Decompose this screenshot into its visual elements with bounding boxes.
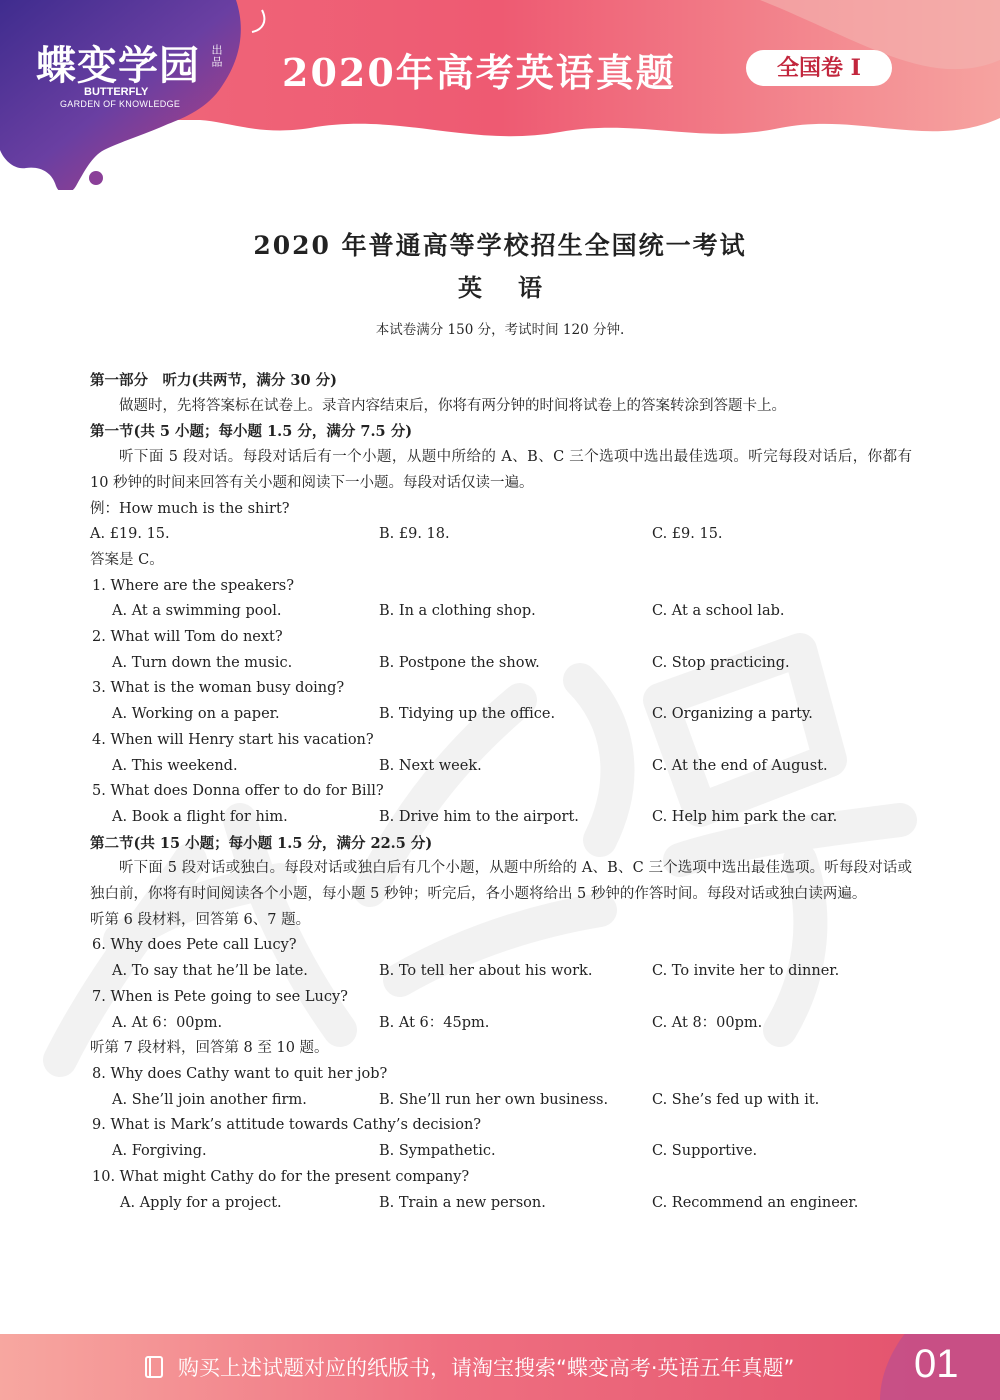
option-c: C. £9. 15. (652, 526, 723, 543)
option-b: B. To tell her about his work. (379, 963, 593, 980)
option-a: A. To say that he’ll be late. (112, 963, 308, 980)
question-9: 9. What is Mark’s attitude towards Cathy’s decision? (92, 1117, 482, 1134)
option-a: A. This weekend. (112, 757, 238, 774)
footer-promo: 购买上述试题对应的纸版书，请淘宝搜索“蝶变高考·英语五年真题” (178, 1356, 795, 1380)
logo-english-line2: GARDEN OF KNOWLEDGE (60, 99, 181, 109)
question-10: 10. What might Cathy do for the present company? (92, 1168, 470, 1185)
option-b: B. £9. 18. (379, 526, 450, 543)
option-b: B. Next week. (379, 757, 482, 774)
option-a: A. At 6：00pm. (112, 1014, 223, 1031)
question-4: 4. When will Henry start his vacation? (92, 731, 374, 748)
option-c: C. Recommend an engineer. (652, 1194, 859, 1211)
section2-heading: 第二节(共 15 小题；每小题 1.5 分，满分 22.5 分) (90, 834, 433, 852)
option-a: A. At a swimming pool. (112, 603, 282, 620)
exam-subject: 英语 (458, 273, 578, 302)
group-6-heading: 听第 6 段材料，回答第 6、7 题。 (90, 911, 311, 928)
question-8-options (90, 1088, 912, 1114)
question-6-options (90, 959, 912, 985)
example-options (90, 522, 912, 548)
book-icon (144, 1355, 166, 1379)
example-answer: 答案是 C。 (90, 551, 164, 568)
question-3: 3. What is the woman busy doing? (92, 680, 345, 697)
question-2-options (90, 651, 912, 677)
question-1-options (90, 599, 912, 625)
option-a: A. Working on a paper. (112, 706, 280, 723)
logo-chupin: 出品 (210, 44, 223, 68)
option-b: B. She’ll run her own business. (379, 1091, 609, 1108)
option-c: C. At a school lab. (652, 603, 785, 620)
question-9-options (90, 1139, 912, 1165)
section1-instructions: 听下面 5 段对话。每段对话后有一个小题，从题中所给的 A、B、C 三个选项中选出最佳选项。听完每段对话后，你都有 10 秒钟的时间来回答有关小题和阅读下一小题。每段对话仅读一遍。 (90, 449, 912, 491)
section2-instructions: 听下面 5 段对话或独白。每段对话或独白后有几个小题，从题中所给的 A、B、C 三个选项中选出最佳选项。听每段对话或独白前，你将有时间阅读各个小题，每小题 5 秒钟；听完后，各小题将给出 5 秒钟的作答时间。每段对话或独白读两遍。 (90, 860, 912, 903)
example-question: 例：How much is the shirt? (90, 500, 290, 517)
question-7-options (90, 1011, 912, 1037)
option-b: B. At 6：45pm. (379, 1014, 490, 1031)
part1-instructions: 做题时，先将答案标在试卷上。录音内容结束后，你将有两分钟的时间将试卷上的答案转涂到答题卡上。 (119, 397, 786, 414)
option-a: A. £19. 15. (90, 526, 170, 543)
exam-content (90, 368, 912, 1216)
question-7: 7. When is Pete going to see Lucy? (92, 988, 348, 1005)
question-6: 6. Why does Pete call Lucy? (92, 937, 297, 954)
question-4-options (90, 754, 912, 780)
option-b: B. Sympathetic. (379, 1143, 496, 1160)
option-b: B. Postpone the show. (379, 654, 540, 671)
page-number: 01 (914, 1342, 959, 1386)
logo-english-line1: BUTTERFLY (84, 86, 149, 98)
option-a: A. Turn down the music. (112, 654, 293, 671)
question-5-options (90, 805, 912, 831)
group-7-heading: 听第 7 段材料，回答第 8 至 10 题。 (90, 1040, 329, 1057)
banner-title: 2020年高考英语真题 (282, 50, 676, 95)
option-b: B. Train a new person. (379, 1194, 546, 1211)
option-a: A. She’ll join another firm. (112, 1091, 307, 1108)
question-1: 1. Where are the speakers? (92, 577, 294, 594)
option-c: C. To invite her to dinner. (652, 963, 840, 980)
question-3-options (90, 702, 912, 728)
option-c: C. Organizing a party. (652, 706, 813, 723)
question-5: 5. What does Donna offer to do for Bill? (92, 783, 384, 800)
option-b: B. Drive him to the airport. (379, 808, 579, 825)
question-10-options (90, 1191, 912, 1217)
option-a: A. Book a flight for him. (112, 808, 288, 825)
option-b: B. In a clothing shop. (379, 603, 536, 620)
logo: 蝶变学园 (36, 43, 200, 89)
paper-badge: 全国卷 I (746, 50, 892, 86)
option-a: A. Apply for a project. (120, 1194, 282, 1211)
question-8: 8. Why does Cathy want to quit her job? (92, 1065, 388, 1082)
option-c: C. Stop practicing. (652, 654, 790, 671)
option-c: C. At the end of August. (652, 757, 828, 774)
option-c: C. Help him park the car. (652, 808, 838, 825)
option-b: B. Tidying up the office. (379, 706, 556, 723)
exam-note: 本试卷满分 150 分，考试时间 120 分钟. (375, 322, 625, 338)
section1-heading: 第一节(共 5 小题；每小题 1.5 分，满分 7.5 分) (90, 423, 413, 441)
option-c: C. Supportive. (652, 1143, 758, 1160)
exam-title: 2020 年普通高等学校招生全国统一考试 (253, 231, 747, 260)
part1-heading: 第一部分 听力(共两节，满分 30 分) (90, 372, 337, 389)
option-c: C. She’s fed up with it. (652, 1091, 820, 1108)
option-c: C. At 8：00pm. (652, 1014, 763, 1031)
option-a: A. Forgiving. (112, 1143, 207, 1160)
question-2: 2. What will Tom do next? (92, 629, 283, 646)
